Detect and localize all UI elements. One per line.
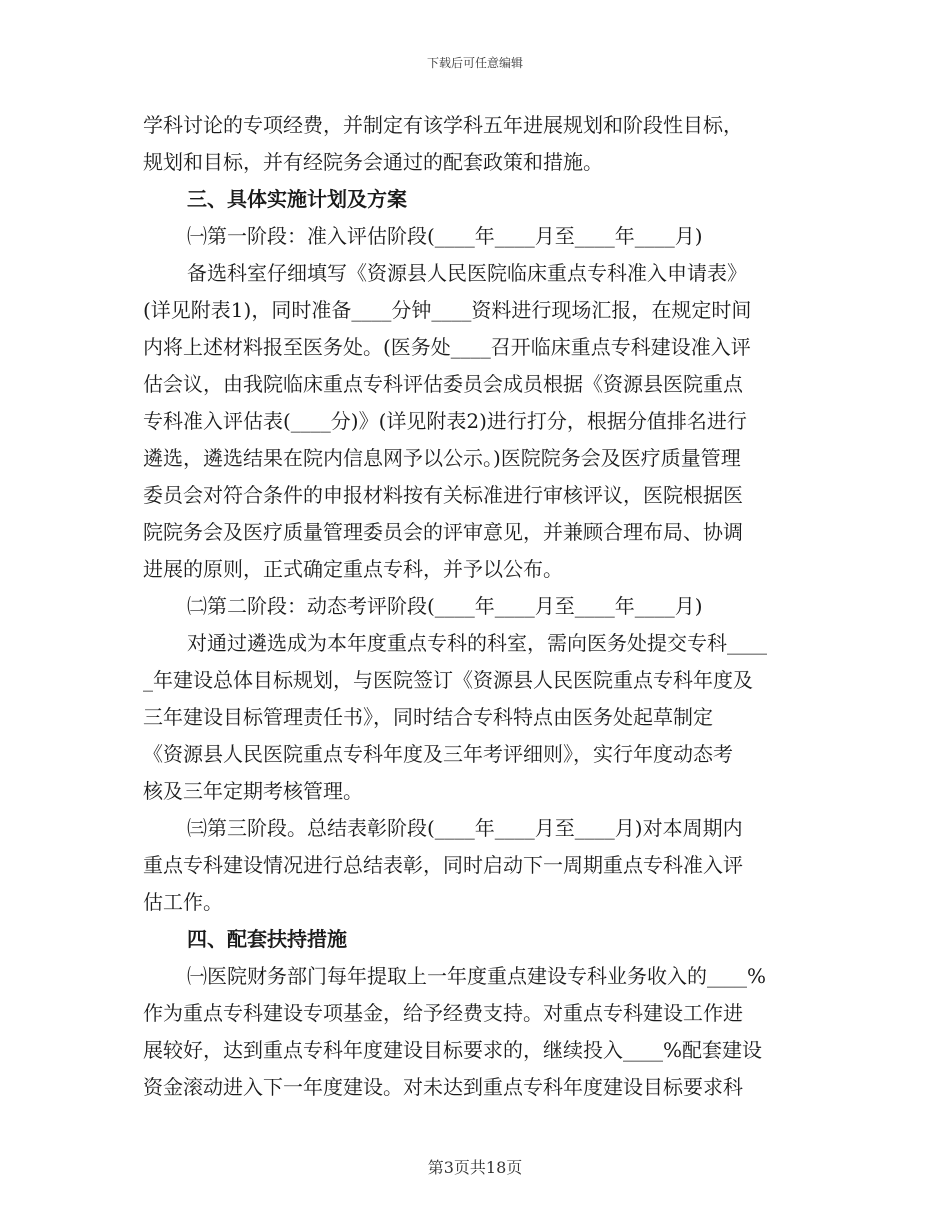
paragraph-line: 估会议，由我院临床重点专科评估委员会成员根据《资源县医院重点 [143,372,743,396]
section-heading: 四、配套扶持措施 [187,927,347,951]
paragraph-line: 内将上述材料报至医务处。(医务处____召开临床重点专科建设准入评 [143,335,751,359]
page-header: 下载后可任意编辑 [426,56,523,70]
paragraph-line: 对通过遴选成为本年度重点专科的科室，需向医务处提交专科____ [187,631,767,655]
subsection-heading: ㈠第一阶段：准入评估阶段(____年____月至____年____月) [187,224,703,248]
paragraph-line: ㈠医院财务部门每年提取上一年度重点建设专科业务收入的____% [187,964,767,988]
paragraph-line: (详见附表1)，同时准备____分钟____资料进行现场汇报，在规定时间 [143,298,752,322]
paragraph-line: 院院务会及医疗质量管理委员会的评审意见，并兼顾合理布局、协调 [143,520,743,544]
subsection-heading: ㈡第二阶段：动态考评阶段(____年____月至____年____月) [187,594,703,618]
paragraph-line: 规划和目标，并有经院务会通过的配套政策和措施。 [143,150,603,174]
paragraph-line: 备选科室仔细填写《资源县人民医院临床重点专科准入申请表》 [187,261,747,285]
section-heading: 三、具体实施计划及方案 [187,187,407,211]
paragraph-line: _年建设总体目标规划，与医院签订《资源县人民医院重点专科年度及 [143,668,753,692]
paragraph-line: 学科讨论的专项经费，并制定有该学科五年进展规划和阶段性目标， [143,113,743,137]
paragraph-line: 《资源县人民医院重点专科年度及三年考评细则》，实行年度动态考 [143,742,733,766]
subsection-heading: ㈢第三阶段。总结表彰阶段(____年____月至____月)对本周期内 [187,816,743,840]
paragraph-line: 委员会对符合条件的申报材料按有关标准进行审核评议，医院根据医 [143,483,743,507]
page-number: 第3页共18页 [427,1158,523,1177]
paragraph-line: 展较好，达到重点专科年度建设目标要求的，继续投入____%配套建设 [143,1038,763,1062]
document-body [143,107,811,1106]
paragraph-line: 重点专科建设情况进行总结表彰，同时启动下一周期重点专科准入评 [143,853,743,877]
paragraph-line: 专科准入评估表(____分)》(详见附表2)进行打分，根据分值排名进行 [143,409,747,433]
paragraph-line: 作为重点专科建设专项基金，给予经费支持。对重点专科建设工作进 [143,1001,743,1025]
paragraph-line: 资金滚动进入下一年度建设。对未达到重点专科年度建设目标要求科 [143,1075,743,1099]
paragraph-line: 核及三年定期考核管理。 [143,779,363,803]
paragraph-line: 进展的原则，正式确定重点专科，并予以公布。 [143,557,563,581]
paragraph-line: 遴选，遴选结果在院内信息网予以公示。)医院院务会及医疗质量管理 [143,446,741,470]
paragraph-line: 估工作。 [143,890,223,914]
paragraph-line: 三年建设目标管理责任书》，同时结合专科特点由医务处起草制定 [143,705,713,729]
